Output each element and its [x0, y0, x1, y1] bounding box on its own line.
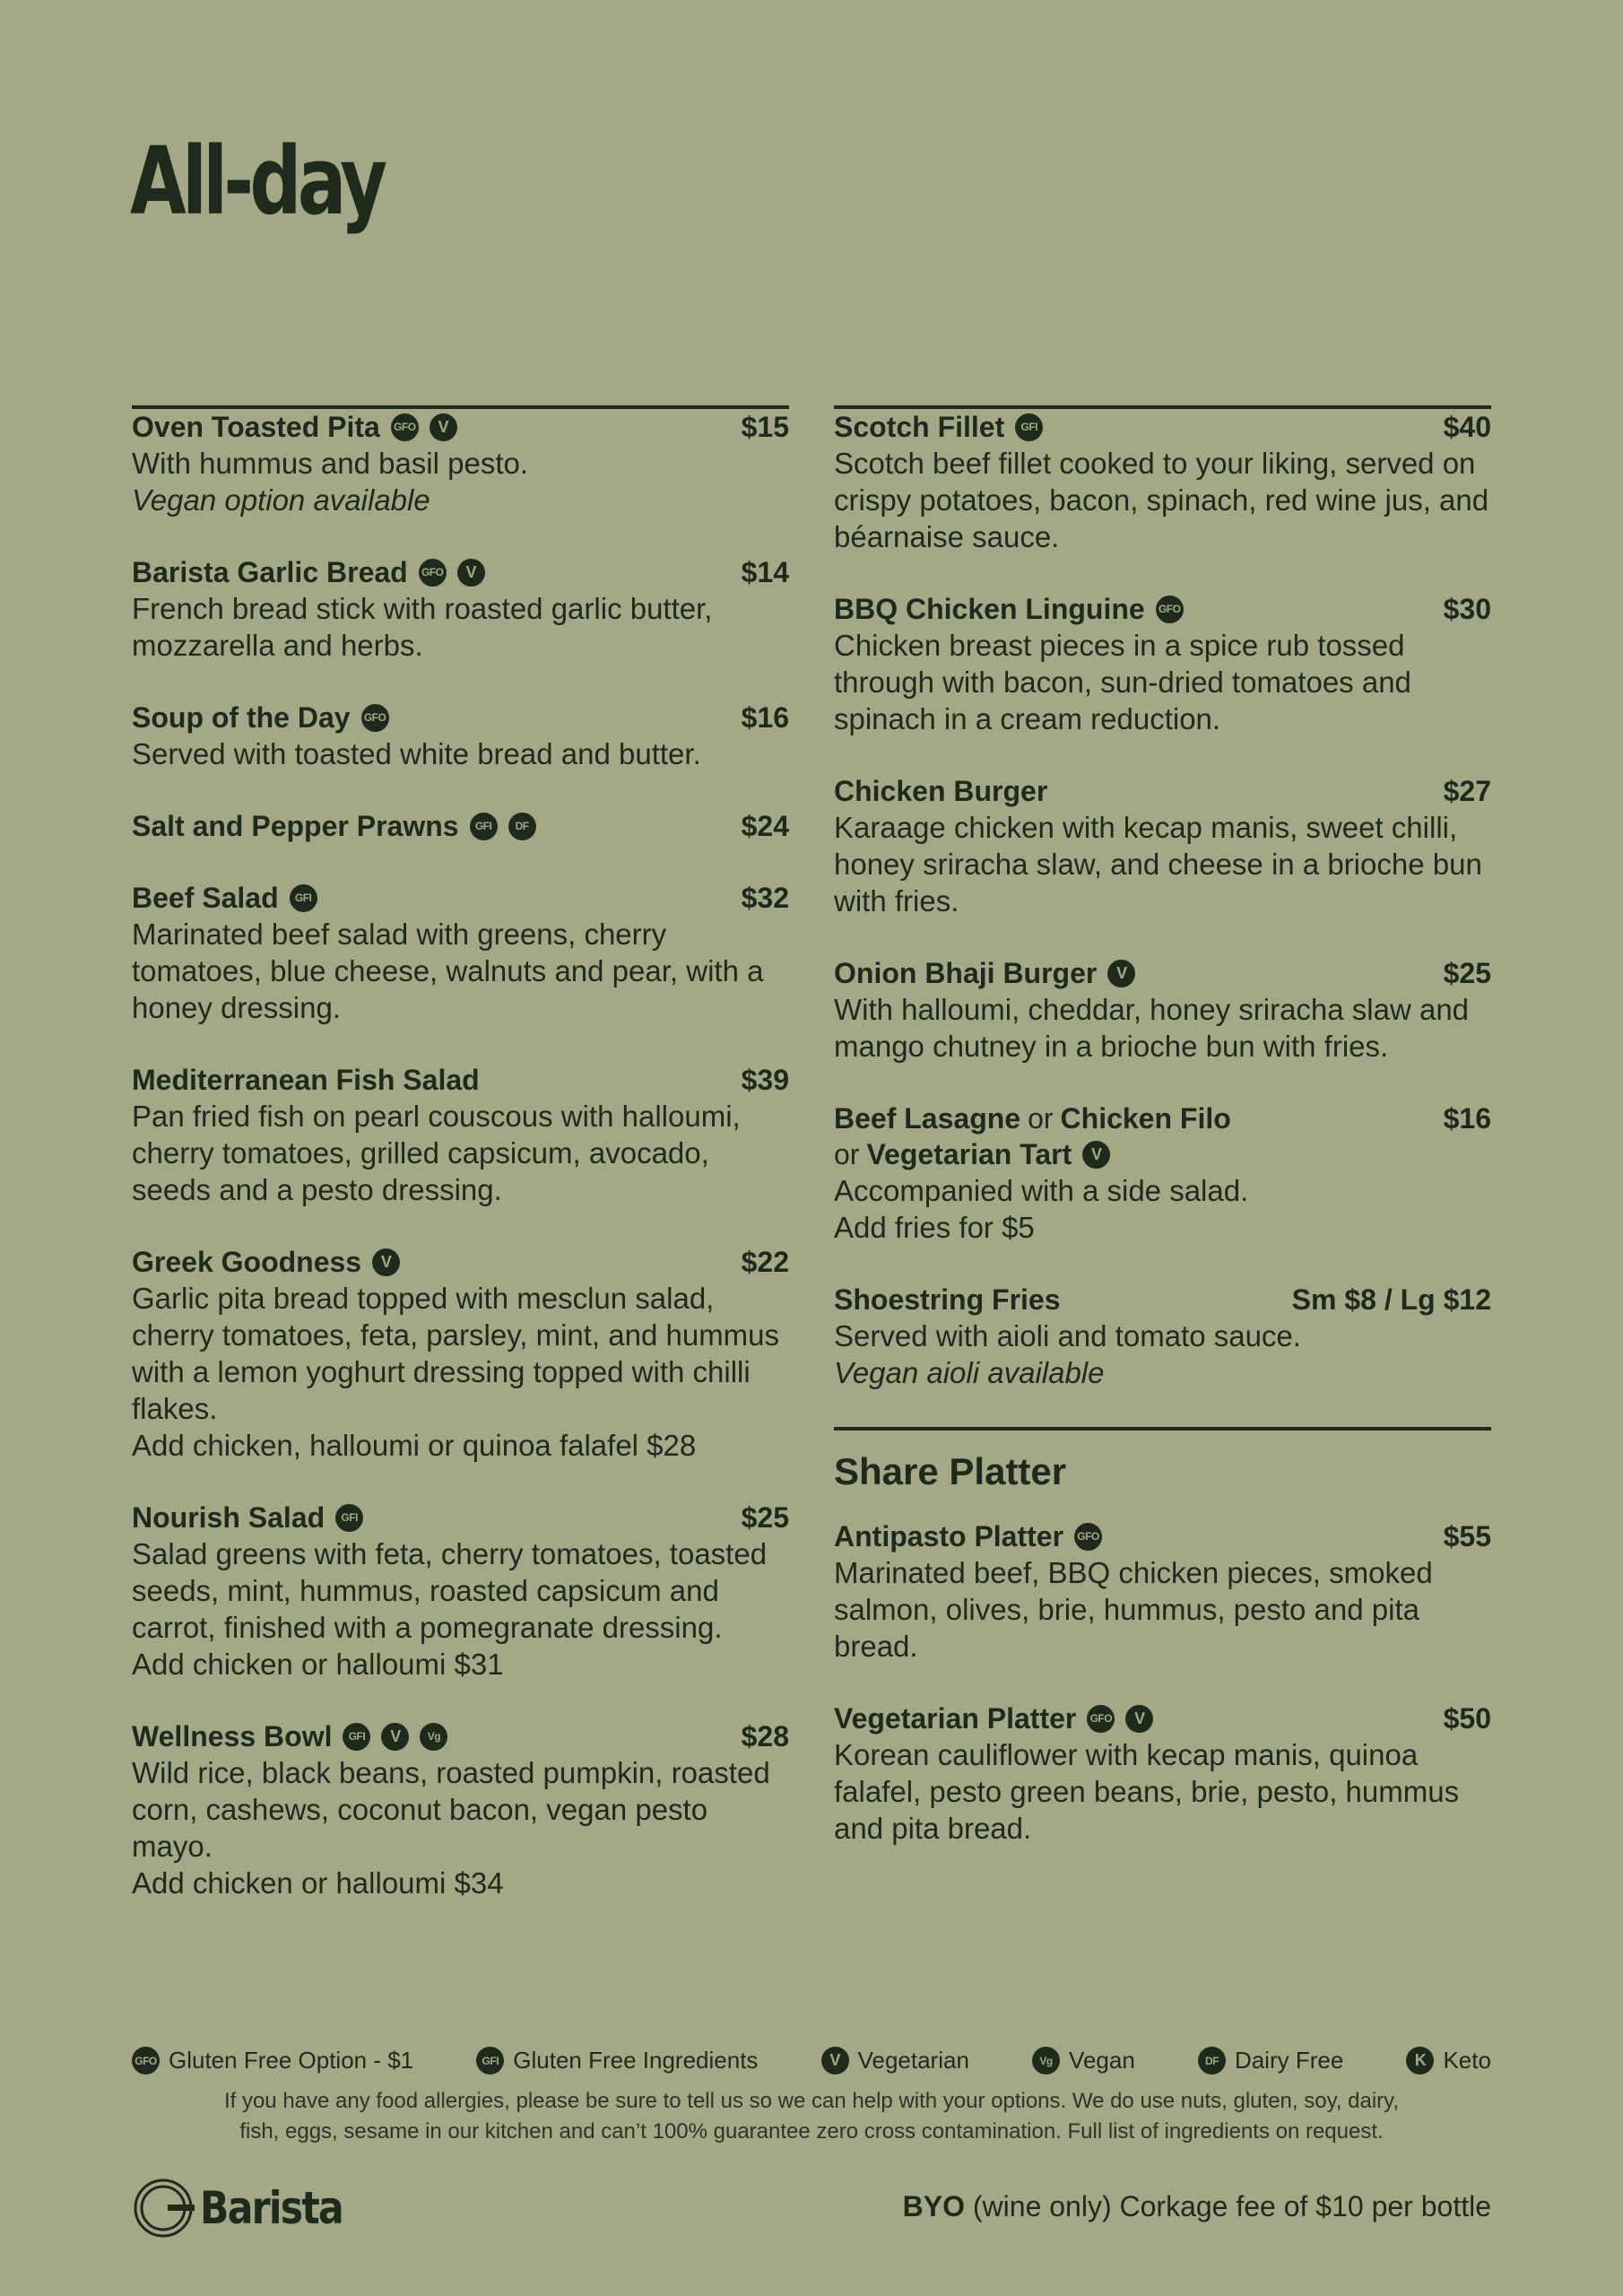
- legend-item: [132, 2047, 413, 2074]
- menu-item-title: Soup of the Day: [132, 701, 351, 734]
- menu-item: [834, 409, 1491, 555]
- menu-item: [834, 955, 1491, 1065]
- allergy-line-1: If you have any food allergies, please be sure to tell us so we can help with your options. We do use nuts, gluten, soy, dairy,: [223, 2089, 1400, 2113]
- dairy-free-badge-icon: DF: [1198, 2047, 1226, 2074]
- barista-logo: [132, 2177, 368, 2239]
- allergy-notice: [132, 2086, 1491, 2147]
- menu-item-description: Marinated beef, BBQ chicken pieces, smoked salmon, olives, brie, hummus, pesto and pita bread.: [834, 1556, 1433, 1663]
- legend-label: Gluten Free Option - $1: [169, 2047, 414, 2074]
- menu-item-price: $50: [1443, 1702, 1491, 1735]
- lasagne-name-3: Vegetarian Tart: [866, 1138, 1072, 1170]
- vegetarian-badge-icon: V: [1125, 1705, 1153, 1733]
- menu-item-price: $27: [1443, 775, 1491, 807]
- menu-item-extra: Add chicken or halloumi $31: [132, 1648, 504, 1681]
- dietary-legend: [132, 2047, 1491, 2074]
- menu-item-price: $55: [1443, 1520, 1491, 1552]
- menu-item-name: [132, 808, 536, 844]
- menu-item: [132, 700, 789, 772]
- menu-item-name: [834, 773, 1047, 809]
- menu-item-note: Vegan option available: [132, 483, 430, 517]
- menu-item: [132, 554, 789, 664]
- menu-item-description: Pan fried fish on pearl couscous with halloumi, cherry tomatoes, grilled capsicum, avocado, seeds and a pesto dressing.: [132, 1100, 741, 1206]
- vegetarian-badge-icon: V: [1082, 1141, 1110, 1169]
- lasagne-name-2: Chicken Filo: [1060, 1102, 1231, 1135]
- menu-item-title: Barista Garlic Bread: [132, 556, 408, 588]
- menu-item: [132, 1062, 789, 1208]
- barista-logo-icon: [132, 2177, 195, 2239]
- menu-item-name: [132, 1718, 447, 1754]
- menu-item-price: $25: [741, 1501, 789, 1534]
- vegan-badge-icon: Vg: [1032, 2047, 1060, 2074]
- vegetarian-badge-icon: V: [821, 2047, 849, 2074]
- menu-item-name: [132, 1062, 480, 1098]
- legend-item: [1032, 2047, 1135, 2074]
- gluten-free-ingredients-badge-icon: GFI: [335, 1504, 363, 1532]
- menu-item-name: [132, 409, 457, 445]
- menu-item-title: Onion Bhaji Burger: [834, 957, 1098, 989]
- menu-item-title: Antipasto Platter: [834, 1520, 1064, 1552]
- menu-item-extra: Add fries for $5: [834, 1211, 1035, 1244]
- menu-item-name: [834, 1700, 1153, 1736]
- menu-item-price: $24: [741, 810, 789, 842]
- menu-item-description: With halloumi, cheddar, honey sriracha slaw and mango chutney in a brioche bun with fries.: [834, 993, 1470, 1063]
- menu-item-name: Shoestring Fries: [834, 1283, 1061, 1316]
- legend-item: [476, 2047, 758, 2074]
- menu-item-description: With hummus and basil pesto.: [132, 447, 529, 480]
- dairy-free-badge-icon: DF: [508, 813, 536, 840]
- byo-label: BYO: [902, 2190, 965, 2222]
- menu-item-price: $40: [1443, 411, 1491, 443]
- byo-text: (wine only) Corkage fee of $10 per bottle: [965, 2190, 1491, 2222]
- menu-item-title: Greek Goodness: [132, 1246, 362, 1278]
- lasagne-or-2: or: [834, 1138, 860, 1170]
- menu-item: [132, 880, 789, 1026]
- menu-item: [834, 1700, 1491, 1847]
- menu-item: [834, 773, 1491, 919]
- menu-item-name: [132, 1244, 400, 1280]
- keto-badge-icon: K: [1406, 2047, 1434, 2074]
- menu-item: [834, 591, 1491, 737]
- menu-item-extra: Add chicken, halloumi or quinoa falafel $28: [132, 1429, 697, 1462]
- gluten-free-ingredients-badge-icon: GFI: [470, 813, 498, 840]
- share-platter-heading: Share Platter: [834, 1450, 1067, 1492]
- legend-label: Keto: [1443, 2047, 1491, 2074]
- menu-item-title: Nourish Salad: [132, 1501, 325, 1534]
- legend-item: [1406, 2047, 1491, 2074]
- menu-item-name: [834, 591, 1184, 627]
- menu-item-price: $22: [741, 1246, 789, 1278]
- menu-item-title: Oven Toasted Pita: [132, 411, 380, 443]
- menu-column-left: [132, 405, 789, 1937]
- menu-item-name: [834, 1100, 1231, 1136]
- vegetarian-badge-icon: V: [1107, 960, 1135, 987]
- menu-item-note: Vegan aioli available: [834, 1356, 1105, 1389]
- menu-item-fries: [834, 1282, 1491, 1391]
- menu-item-price: $32: [741, 882, 789, 914]
- menu-item-price: $16: [1443, 1102, 1491, 1135]
- vegetarian-badge-icon: V: [430, 413, 457, 441]
- menu-item-description: Chicken breast pieces in a spice rub tossed through with bacon, sun-dried tomatoes and spinach in a cream reduction.: [834, 629, 1411, 735]
- menu-item-lasagne: [834, 1100, 1491, 1246]
- menu-item-title: Salt and Pepper Prawns: [132, 810, 459, 842]
- legend-label: Vegetarian: [857, 2047, 969, 2074]
- gluten-free-ingredients-badge-icon: GFI: [1015, 413, 1043, 441]
- lasagne-or-1: or: [1028, 1102, 1054, 1135]
- menu-item-description: Served with toasted white bread and butter.: [132, 737, 701, 770]
- menu-item-description: Karaage chicken with kecap manis, sweet chilli, honey sriracha slaw, and cheese in a brioche bun with fries.: [834, 811, 1482, 918]
- byo-notice: [903, 2190, 1491, 2223]
- gluten-free-option-badge-icon: GFO: [361, 704, 389, 732]
- gluten-free-option-badge-icon: GFO: [391, 413, 419, 441]
- gluten-free-option-badge-icon: GFO: [1087, 1705, 1115, 1733]
- page-title: All-day: [130, 126, 384, 236]
- menu-item-name: [132, 1500, 363, 1535]
- menu-item-name: [834, 409, 1043, 445]
- gluten-free-option-badge-icon: GFO: [1074, 1523, 1102, 1551]
- menu-item-price: $16: [741, 701, 789, 734]
- menu-item-description: Accompanied with a side salad.: [834, 1174, 1249, 1207]
- gluten-free-ingredients-badge-icon: GFI: [290, 884, 317, 912]
- vegan-badge-icon: Vg: [420, 1723, 447, 1751]
- menu-item-name: [132, 700, 389, 735]
- legend-item: [821, 2047, 969, 2074]
- menu-item-price: Sm $8 / Lg $12: [1291, 1283, 1491, 1316]
- menu-item-extra: Add chicken or halloumi $34: [132, 1866, 504, 1900]
- menu-item-price: $39: [741, 1064, 789, 1096]
- menu-item-price: $28: [741, 1720, 789, 1752]
- menu-item-description: Korean cauliflower with kecap manis, quinoa falafel, pesto green beans, brie, pesto, hummus and pita bread.: [834, 1738, 1460, 1845]
- legend-label: Dairy Free: [1234, 2047, 1344, 2074]
- gluten-free-option-badge-icon: GFO: [1156, 596, 1184, 623]
- menu-item-price: $15: [741, 411, 789, 443]
- menu-item-name: [132, 554, 485, 590]
- gluten-free-option-badge-icon: GFO: [132, 2047, 160, 2074]
- menu-item-title: Beef Salad: [132, 882, 279, 914]
- menu-item-description: French bread stick with roasted garlic butter, mozzarella and herbs.: [132, 592, 713, 662]
- menu-item: [834, 1518, 1491, 1665]
- menu-column-right: [834, 405, 1491, 1883]
- menu-item-description: Served with aioli and tomato sauce.: [834, 1319, 1301, 1352]
- legend-item: [1198, 2047, 1343, 2074]
- vegetarian-badge-icon: V: [372, 1248, 400, 1276]
- menu-item-description: Salad greens with feta, cherry tomatoes, toasted seeds, mint, hummus, roasted capsicum and carrot, finished with a pomegranate dressing.: [132, 1537, 768, 1644]
- menu-item-title: Chicken Burger: [834, 775, 1048, 807]
- menu-item-price: $14: [741, 556, 789, 588]
- lasagne-name-1: Beef Lasagne: [834, 1102, 1021, 1135]
- menu-item-title: Mediterranean Fish Salad: [132, 1064, 480, 1096]
- menu-item-name: [834, 1518, 1102, 1554]
- menu-item-title: BBQ Chicken Linguine: [834, 593, 1145, 625]
- vegetarian-badge-icon: V: [381, 1723, 409, 1751]
- menu-item-description: Marinated beef salad with greens, cherry tomatoes, blue cheese, walnuts and pear, with a honey dressing.: [132, 918, 764, 1024]
- menu-item-title: Vegetarian Platter: [834, 1702, 1077, 1735]
- menu-item-title: Scotch Fillet: [834, 411, 1005, 443]
- menu-item-description: Wild rice, black beans, roasted pumpkin, roasted corn, cashews, coconut bacon, vegan pesto mayo.: [132, 1756, 770, 1863]
- menu-item: [132, 1500, 789, 1683]
- menu-item: [132, 1244, 789, 1464]
- menu-item-price: $25: [1443, 957, 1491, 989]
- menu-item-title: Wellness Bowl: [132, 1720, 333, 1752]
- menu-item-price: $30: [1443, 593, 1491, 625]
- menu-item-description: Scotch beef fillet cooked to your liking, served on crispy potatoes, bacon, spinach, red wine jus, and béarnaise sauce.: [834, 447, 1489, 553]
- menu-item: [132, 409, 789, 518]
- brand-name: Barista: [200, 2182, 343, 2234]
- menu-item: [132, 808, 789, 844]
- vegetarian-badge-icon: V: [457, 559, 485, 587]
- legend-label: Gluten Free Ingredients: [513, 2047, 759, 2074]
- menu-item-name-line-2: [834, 1136, 1491, 1172]
- divider: [834, 1427, 1491, 1431]
- allergy-line-2: fish, eggs, sesame in our kitchen and can’t 100% guarantee zero cross contamination. Full list of ingredients on request.: [239, 2119, 1384, 2144]
- menu-item-name: [132, 880, 317, 916]
- legend-label: Vegan: [1069, 2047, 1135, 2074]
- menu-item: [132, 1718, 789, 1901]
- menu-item-name: [834, 955, 1135, 991]
- gluten-free-ingredients-badge-icon: GFI: [476, 2047, 504, 2074]
- gluten-free-ingredients-badge-icon: GFI: [343, 1723, 370, 1751]
- gluten-free-option-badge-icon: GFO: [419, 559, 447, 587]
- menu-item-description: Garlic pita bread topped with mesclun salad, cherry tomatoes, feta, parsley, mint, and hummus with a lemon yoghurt dressing topped with chilli flakes.: [132, 1282, 780, 1425]
